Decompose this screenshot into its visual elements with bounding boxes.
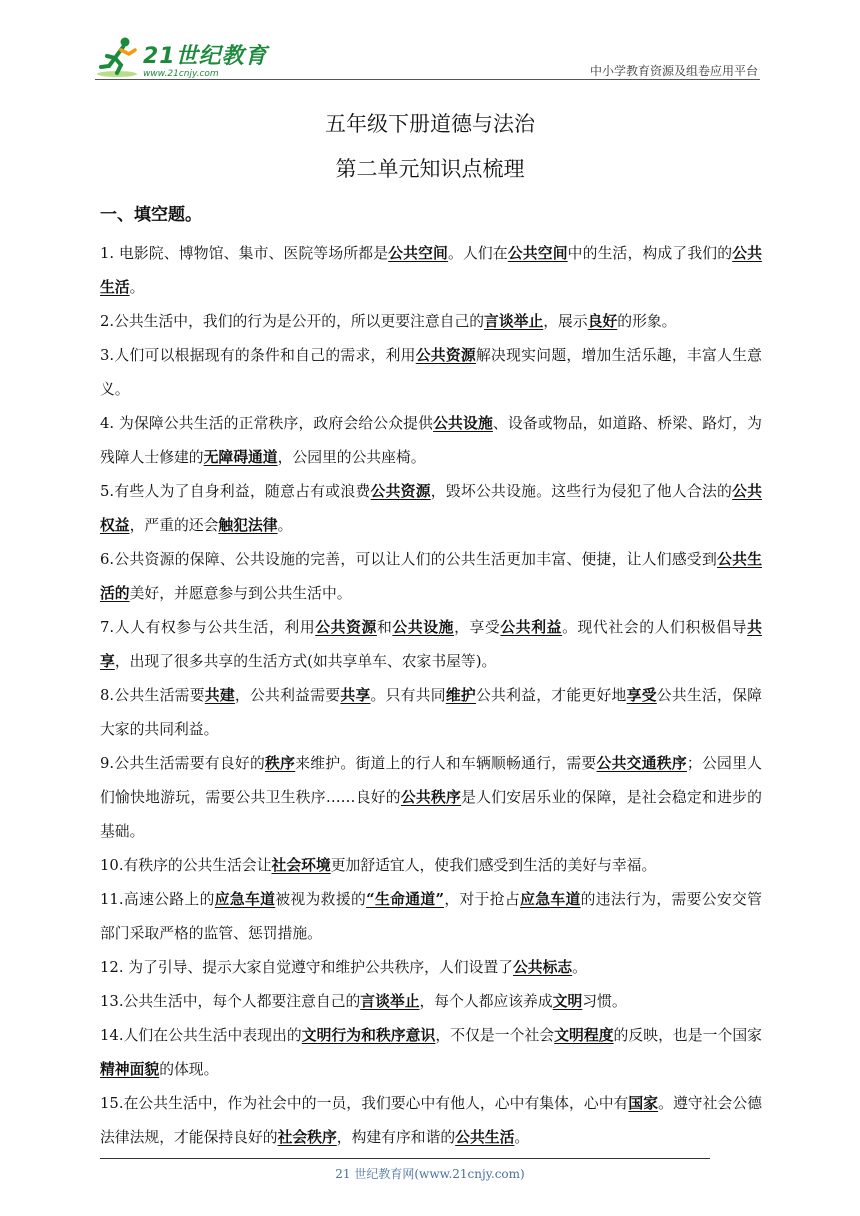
item-text: 。遵守社会公德法律法规，才能保持良好的: [100, 1095, 762, 1146]
item-text: ，出现了很多共享的生活方式(如共享单车、农家书屋等)。: [114, 653, 497, 670]
answer-blank: 共享: [340, 687, 371, 704]
answer-blank: 公共生活: [455, 1129, 515, 1146]
item-text: ，严重的还会: [129, 517, 219, 534]
answer-blank: 社会环境: [271, 857, 331, 874]
answer-blank: 共建: [204, 687, 235, 704]
answer-blank: 秩序: [265, 755, 296, 772]
answer-blank: 应急车道: [520, 891, 581, 908]
document-title: 五年级下册道德与法治: [325, 112, 535, 136]
item-text: ，不仅是一个社会: [435, 1027, 555, 1044]
item-text: 的反映，也是一个国家: [613, 1027, 762, 1044]
answer-blank: 国家: [628, 1095, 659, 1112]
answer-blank: 文明: [552, 993, 583, 1010]
item-text: 公共利益，才能更好地: [475, 687, 627, 704]
answer-blank: 公共空间: [388, 245, 449, 262]
item-text: 。: [129, 279, 145, 296]
answer-blank: “生命通道”: [366, 891, 445, 908]
item-text: 13.公共生活中，每个人都要注意自己的: [100, 993, 361, 1010]
item-text: 美好，并愿意参与到公共生活中。: [129, 585, 352, 602]
document-subtitle: 第二单元知识点梳理: [335, 157, 525, 181]
item-text: 7.人人有权参与公共生活，利用: [100, 619, 316, 636]
logo-url: www.21cnjy.com: [143, 69, 219, 79]
item-text: 习惯。: [582, 993, 627, 1010]
answer-blank: 应急车道: [214, 891, 276, 908]
site-logo[interactable]: [95, 32, 268, 80]
footer-divider: [100, 1158, 710, 1159]
header-divider: [95, 79, 760, 80]
item-text: ，公园里的公共座椅。: [277, 449, 426, 466]
item-text: 15.在公共生活中，作为社会中的一员，我们要心中有他人，心中有集体，心中有: [100, 1095, 629, 1112]
answer-blank: 公共秩序: [400, 789, 462, 806]
item-text: ，展示: [543, 313, 588, 330]
answer-blank: 文明行为和秩序意识: [301, 1027, 436, 1044]
item-text: 1. 电影院、博物馆、集市、医院等场所都是: [100, 245, 389, 262]
list-item: [100, 985, 762, 1019]
item-text: 是人们安居乐业的保障，是社会稳定和进步的基础。: [100, 789, 762, 840]
answer-blank: 公共生活: [100, 245, 762, 296]
list-item: [100, 475, 762, 543]
answer-blank: 公共资源: [370, 483, 431, 500]
item-text: 。: [277, 517, 293, 534]
item-text: 。: [514, 1129, 530, 1146]
list-item: [100, 611, 762, 679]
item-text: ，公共利益需要: [234, 687, 341, 704]
item-text: 12. 为了引导、提示大家自觉遵守和维护公共秩序，人们设置了: [100, 959, 513, 976]
list-item: [100, 339, 762, 407]
answer-blank: 言谈举止: [360, 993, 420, 1010]
answer-blank: 社会秩序: [277, 1129, 337, 1146]
answer-blank: 公共设施: [433, 415, 493, 432]
item-text: 14.人们在公共生活中表现出的: [100, 1027, 302, 1044]
item-text: ，每个人都应该养成: [419, 993, 553, 1010]
item-text: 9.公共生活需要有良好的: [100, 755, 266, 772]
item-text: 和: [376, 619, 393, 636]
answer-blank: 共享: [100, 619, 762, 670]
logo-wordmark: 21世纪教育: [143, 44, 268, 69]
footer-link[interactable]: 21 世纪教育网(www.21cnjy.com): [335, 1167, 525, 1181]
answer-blank: 触犯法律: [218, 517, 278, 534]
section-heading: 一、填空题。: [100, 205, 202, 225]
list-item: [100, 883, 762, 951]
fill-blank-list: [100, 237, 762, 1155]
item-text: 6.公共资源的保障、公共设施的完善，可以让人们的公共生活更加丰富、便捷，让人们感受到: [100, 551, 718, 568]
answer-blank: 文明程度: [554, 1027, 614, 1044]
item-text: 10.有秩序的公共生活会让: [100, 857, 272, 874]
item-text: 8.公共生活需要: [100, 687, 205, 704]
list-item: [100, 305, 762, 339]
list-item: [100, 543, 762, 611]
answer-blank: 维护: [445, 687, 476, 704]
item-text: ，构建有序和谐的: [336, 1129, 456, 1146]
item-text: 。人们在: [448, 245, 508, 262]
item-text: 2.公共生活中，我们的行为是公开的，所以更要注意自己的: [100, 313, 485, 330]
item-text: 的体现。: [159, 1061, 219, 1078]
answer-blank: 言谈举止: [484, 313, 544, 330]
item-text: 的违法行为，需要公安交管部门采取严格的监管、惩罚措施。: [100, 891, 762, 942]
item-text: 、设备或物品，如道路、桥梁、路灯，为残障人士修建的: [100, 415, 762, 466]
item-text: 更加舒适宜人，使我们感受到生活的美好与幸福。: [330, 857, 657, 874]
answer-blank: 良好: [587, 313, 618, 330]
list-item: [100, 951, 762, 985]
item-text: 来维护。街道上的行人和车辆顺畅通行，需要: [295, 755, 597, 772]
item-text: 公共生活，保障大家的共同利益。: [100, 687, 762, 738]
item-text: 5.有些人为了自身利益，随意占有或浪费: [100, 483, 371, 500]
list-item: [100, 747, 762, 849]
item-text: 被视为救援的: [275, 891, 367, 908]
answer-blank: 公共设施: [392, 619, 455, 636]
list-item: [100, 1087, 762, 1155]
list-item: [100, 237, 762, 305]
list-item: [100, 679, 762, 747]
answer-blank: 公共标志: [512, 959, 573, 976]
list-item: [100, 1019, 762, 1087]
item-text: 中的生活，构成了我们的: [567, 245, 733, 262]
item-text: 。: [572, 959, 587, 976]
answer-blank: 公共资源: [315, 619, 377, 636]
runner-logo-icon: [95, 34, 141, 80]
answer-blank: 公共生活的: [100, 551, 762, 602]
answer-blank: 公共交通秩序: [596, 755, 687, 772]
answer-blank: 享受: [626, 687, 657, 704]
list-item: [100, 849, 762, 883]
item-text: 的形象。: [617, 313, 677, 330]
item-text: 解决现实问题，增加生活乐趣，丰富人生意义。: [100, 347, 762, 398]
item-text: ；公园里人们愉快地游玩，需要公共卫生秩序……良好的: [100, 755, 762, 806]
item-text: 。只有共同: [370, 687, 446, 704]
item-text: 11.高速公路上的: [100, 891, 215, 908]
page-header: [95, 28, 760, 80]
answer-blank: 公共权益: [100, 483, 762, 534]
answer-blank: 公共资源: [415, 347, 476, 364]
item-text: ，毁坏公共设施。这些行为侵犯了他人合法的: [430, 483, 733, 500]
item-text: ，对于抢占: [444, 891, 521, 908]
item-text: 3.人们可以根据现有的条件和自己的需求，利用: [100, 347, 416, 364]
answer-blank: 公共空间: [507, 245, 568, 262]
list-item: [100, 407, 762, 475]
item-text: ，享受: [454, 619, 501, 636]
answer-blank: 公共利益: [500, 619, 563, 636]
item-text: 。现代社会的人们积极倡导: [562, 619, 748, 636]
item-text: 4. 为保障公共生活的正常秩序，政府会给公众提供: [100, 415, 434, 432]
platform-tagline: 中小学教育资源及组卷应用平台: [589, 64, 758, 78]
answer-blank: 无障碍通道: [203, 449, 278, 466]
answer-blank: 精神面貌: [100, 1061, 160, 1078]
